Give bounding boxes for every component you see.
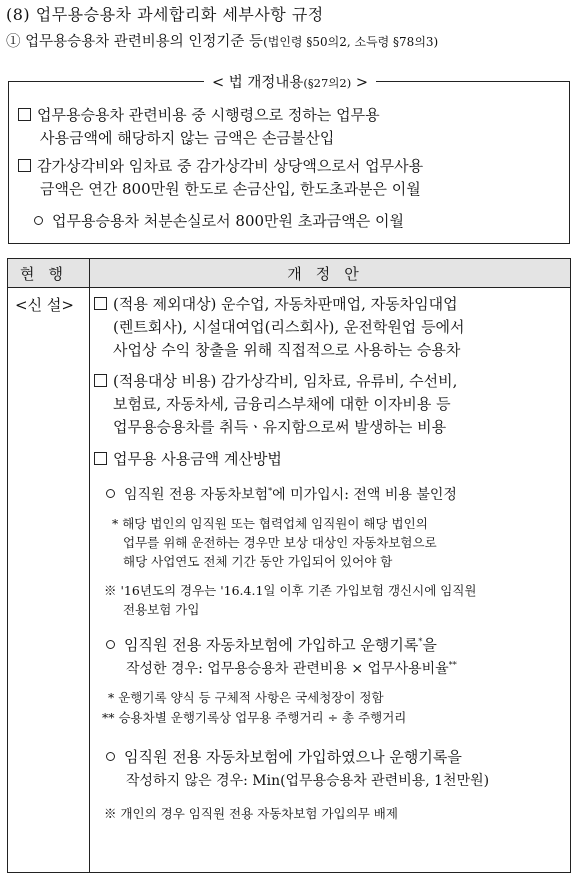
circle-bullet-icon: [106, 640, 115, 649]
calc-method-title: 업무용 사용금액 계산방법: [113, 450, 282, 468]
checkbox-square-icon: [94, 374, 107, 387]
legend-main: < 법 개정내용: [212, 75, 304, 91]
current-cell-text: <신 설>: [15, 296, 74, 314]
note-4: ** 승용차별 운행기록상 업무용 주행거리 ÷ 총 주행거리: [102, 710, 407, 725]
exempt-line-1: (적용 제외대상) 운수업, 자동차판매업, 자동차임대업: [113, 295, 458, 313]
checkbox-square-icon: [18, 108, 31, 121]
case-3-line-2: 작성하지 않은 경우: Min(업무용승용차 관련비용, 1천만원): [126, 773, 490, 789]
case-3-line-1: [106, 746, 462, 769]
note-2-line-1: ※ '16년도의 경우는 '16.4.1일 이후 기존 가입보험 갱신시에 임직원: [104, 583, 477, 598]
case-1-text-a: 임직원 전용 자동차보험: [124, 487, 269, 503]
header-current: 현행: [8, 259, 90, 288]
checkbox-square-icon: [94, 452, 107, 465]
exempt-line-2: (렌트회사), 시설대여업(리스회사), 운전학원업 등에서: [113, 318, 465, 336]
note-1-line-1: * 해당 법인의 임직원 또는 협력업체 임직원이 해당 법인의: [112, 516, 428, 531]
calc-method-item: [94, 448, 282, 471]
case-1: [106, 484, 457, 506]
law-item-3-text: 업무용승용차 처분손실로서 800만원 초과금액은 이월: [52, 212, 404, 230]
circle-bullet-icon: [106, 489, 115, 498]
exempt-item: [94, 293, 458, 316]
case-1-footnote-mark: *: [268, 486, 273, 496]
case-1-text-b: 에 미가입시: 전액 비용 불인정: [272, 487, 457, 503]
exempt-line-3: 사업상 수익 창출을 위해 직접적으로 사용하는 승용차: [113, 341, 461, 359]
case-2-text-a: 임직원 전용 자동차보험에 가입하고 운행기록: [124, 636, 419, 654]
law-box-legend: [0, 71, 580, 92]
law-item-2: [18, 155, 423, 178]
law-item-3: [34, 210, 404, 233]
circle-bullet-icon: [34, 216, 43, 225]
subtitle-ref: (법인령 §50의2, 소득령 §78의3): [263, 35, 439, 49]
header-proposed: 개정안: [90, 259, 571, 288]
law-item-1-line-2: 사용금액에 해당하지 않는 금액은 손금불산입: [40, 129, 335, 147]
law-item-2-line-1: 감가상각비와 임차료 중 감가상각비 상당액으로서 업무사용: [37, 157, 424, 175]
subtitle-main: ① 업무용승용차 관련비용의 인정기준 등: [6, 34, 264, 50]
cost-line-3: 업무용승용차를 취득ㆍ유지함으로써 발생하는 비용: [113, 418, 447, 436]
note-1-line-3: 해당 사업연도 전체 기간 동안 가입되어 있어야 함: [123, 554, 393, 569]
cost-line-2: 보험료, 자동차세, 금융리스부채에 대한 이자비용 등: [113, 395, 451, 413]
legend-ref: (§27의2): [303, 76, 352, 90]
proposed-column-cell: [90, 288, 571, 873]
case-2-line-1: [106, 634, 437, 657]
case-2-text-b: 을: [422, 636, 437, 654]
note-1-line-2: 업무를 위해 운전하는 경우만 보상 대상인 자동차보험으로: [123, 535, 437, 550]
note-2-line-2: 전용보험 가입: [123, 602, 200, 617]
circle-bullet-icon: [106, 752, 115, 761]
cost-line-1: (적용대상 비용) 감가상각비, 임차료, 유류비, 수선비,: [113, 372, 458, 390]
note-5: ※ 개인의 경우 임직원 전용 자동차보험 가입의무 배제: [104, 806, 398, 821]
case-2-text-c: 작성한 경우: 업무용승용차 관련비용 × 업무사용비율: [126, 661, 449, 677]
law-item-1-line-1: 업무용승용차 관련비용 중 시행령으로 정하는 업무용: [37, 106, 380, 124]
subtitle: [6, 30, 438, 51]
case-2-footnote-mark-1: *: [418, 637, 423, 646]
law-item-2-line-2: 금액은 연간 800만원 한도로 손금산입, 한도초과분은 이월: [40, 180, 421, 198]
case-2-line-2: [126, 658, 457, 680]
current-column-cell: [8, 288, 90, 873]
checkbox-square-icon: [94, 297, 107, 310]
case-3-text-a: 임직원 전용 자동차보험에 가입하였으나 운행기록을: [124, 748, 462, 766]
law-item-1: [18, 104, 380, 127]
comparison-table: [7, 258, 571, 873]
note-3: * 운행기록 양식 등 구체적 사항은 국세청장이 정함: [108, 690, 384, 705]
checkbox-square-icon: [18, 159, 31, 172]
legend-end: >: [351, 75, 368, 91]
cost-item: [94, 370, 457, 393]
case-2-footnote-mark-2: **: [448, 660, 457, 670]
section-title: (8) 업무용승용차 과세합리화 세부사항 규정: [6, 5, 324, 24]
